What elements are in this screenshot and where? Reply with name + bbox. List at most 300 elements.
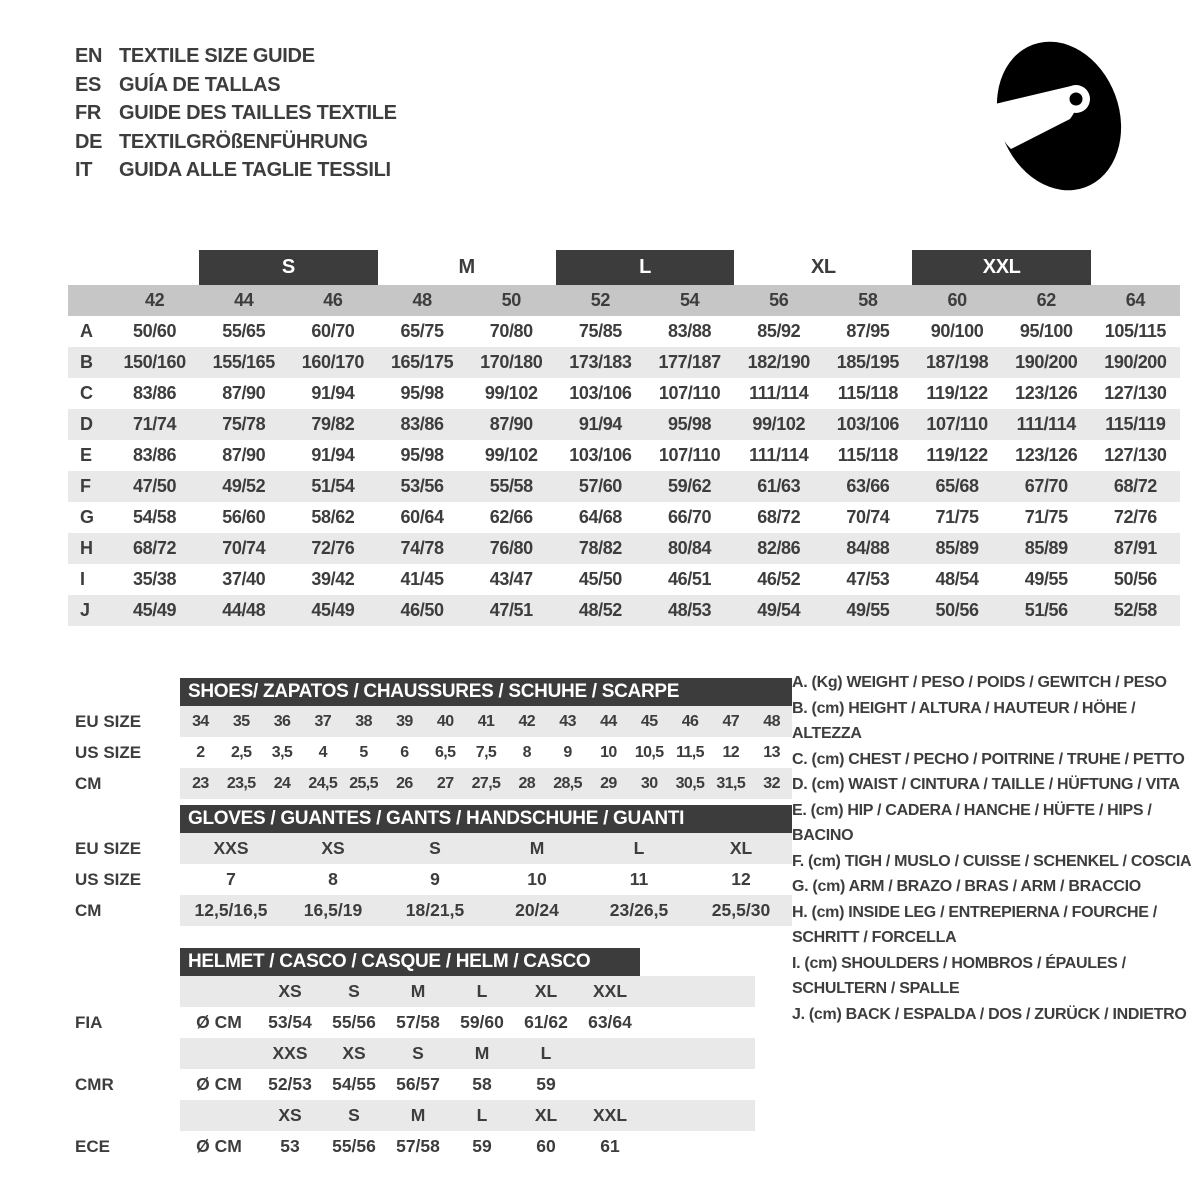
language-title: TEXTILE SIZE GUIDE bbox=[119, 45, 315, 67]
value-cell: 119/122 bbox=[926, 383, 988, 403]
row-label: EU SIZE bbox=[75, 712, 142, 731]
value-cell: 54/58 bbox=[133, 507, 177, 527]
column-header: 52 bbox=[590, 290, 611, 310]
helmet-value-row bbox=[180, 1007, 755, 1038]
value-cell: 70/74 bbox=[222, 538, 266, 558]
size-group-l: L bbox=[556, 250, 734, 285]
value-cell: 85/89 bbox=[935, 538, 979, 558]
value-cell: 83/88 bbox=[668, 321, 712, 341]
value-cell: 48/53 bbox=[668, 600, 712, 620]
value-cell: 59 bbox=[472, 1136, 492, 1156]
helmet-value-row bbox=[180, 1131, 755, 1162]
value-cell: 173/183 bbox=[569, 352, 632, 372]
value-cell: 45 bbox=[640, 712, 658, 730]
value-cell: 34 bbox=[192, 712, 209, 730]
helmet-body bbox=[180, 948, 755, 1162]
value-cell: 4 bbox=[318, 743, 327, 761]
value-cell: 35 bbox=[232, 712, 250, 730]
language-item bbox=[75, 42, 397, 71]
value-cell: 48 bbox=[763, 712, 780, 730]
legend-item: J. (cm) BACK / ESPALDA / DOS / ZURÜCK / INDIETRO bbox=[792, 1005, 1187, 1023]
value-cell: 8 bbox=[522, 743, 531, 761]
value-cell: 87/95 bbox=[846, 321, 890, 341]
size-group-xxl: XXL bbox=[912, 250, 1090, 285]
value-cell: 10,5 bbox=[634, 743, 664, 761]
value-cell: 111/114 bbox=[749, 445, 809, 465]
value-cell: 57/60 bbox=[578, 476, 622, 496]
value-cell: 55/56 bbox=[332, 1012, 376, 1032]
value-cell: 99/102 bbox=[752, 414, 806, 434]
apparel-table-body bbox=[68, 316, 1180, 626]
language-item bbox=[75, 99, 397, 128]
value-cell: 111/114 bbox=[1016, 414, 1076, 434]
language-list bbox=[75, 42, 397, 185]
value-cell: 107/110 bbox=[658, 445, 721, 465]
value-cell: XL bbox=[729, 838, 753, 858]
value-cell: 45/49 bbox=[133, 600, 177, 620]
value-cell: 2,5 bbox=[230, 743, 252, 761]
language-code: ES bbox=[75, 73, 102, 96]
row-label: US SIZE bbox=[75, 870, 142, 889]
value-cell: 37/40 bbox=[222, 569, 266, 589]
value-cell: 87/90 bbox=[489, 414, 533, 434]
shoes-table bbox=[75, 678, 792, 799]
value-cell: 160/170 bbox=[301, 352, 365, 372]
value-cell: 60/64 bbox=[400, 507, 444, 527]
language-title: GUIDE DES TAILLES TEXTILE bbox=[119, 102, 397, 124]
label-spacer bbox=[75, 976, 180, 1007]
language-item bbox=[75, 71, 397, 100]
column-header: 42 bbox=[144, 290, 165, 310]
column-header: 64 bbox=[1125, 290, 1146, 310]
column-header: 46 bbox=[323, 290, 343, 310]
apparel-row bbox=[68, 471, 1180, 502]
helmet-labels bbox=[75, 948, 180, 1162]
apparel-row bbox=[68, 378, 1180, 409]
value-cell: 105/115 bbox=[1104, 321, 1167, 341]
value-cell: 70/80 bbox=[489, 321, 533, 341]
row-letter: A bbox=[80, 321, 93, 341]
row-letter: G bbox=[80, 507, 94, 527]
value-cell: 46 bbox=[681, 712, 699, 730]
value-cell: 20/24 bbox=[515, 900, 559, 920]
value-cell: 123/126 bbox=[1015, 383, 1078, 403]
value-cell: 23 bbox=[192, 774, 209, 792]
size-cell: XL bbox=[534, 1105, 558, 1125]
value-cell: 95/98 bbox=[400, 383, 444, 403]
value-cell: 95/98 bbox=[400, 445, 444, 465]
value-cell: 91/94 bbox=[311, 383, 355, 403]
shoes-body bbox=[180, 678, 792, 799]
value-cell: 74/78 bbox=[400, 538, 444, 558]
value-cell: 39 bbox=[396, 712, 413, 730]
value-cell: 54/55 bbox=[332, 1074, 376, 1094]
unit-cell: Ø CM bbox=[196, 1012, 242, 1032]
helmet-value-row bbox=[180, 1069, 755, 1100]
column-header: 48 bbox=[412, 290, 432, 310]
apparel-row bbox=[68, 595, 1180, 626]
shoes-title: SHOES/ ZAPATOS / CHAUSSURES / SCHUHE / SCARPE bbox=[180, 678, 792, 706]
value-cell: 87/91 bbox=[1113, 538, 1157, 558]
value-cell: 24 bbox=[273, 774, 291, 792]
size-group-row bbox=[68, 250, 1180, 285]
value-cell: 61 bbox=[600, 1136, 620, 1156]
value-cell: 59/60 bbox=[460, 1012, 504, 1032]
value-cell: 26 bbox=[396, 774, 413, 792]
size-cell: XS bbox=[278, 981, 302, 1001]
value-cell: 107/110 bbox=[658, 383, 721, 403]
value-cell: 185/195 bbox=[836, 352, 900, 372]
value-cell: 57/58 bbox=[396, 1012, 440, 1032]
apparel-row bbox=[68, 409, 1180, 440]
legend-item: A. (Kg) WEIGHT / PESO / POIDS / GEWITCH / PESO bbox=[792, 674, 1167, 691]
size-cell: S bbox=[348, 981, 360, 1001]
column-header: 54 bbox=[679, 290, 700, 310]
value-cell: 13 bbox=[763, 743, 780, 761]
value-cell: 66/70 bbox=[668, 507, 712, 527]
value-cell: 83/86 bbox=[400, 414, 444, 434]
language-code: IT bbox=[75, 159, 93, 181]
value-cell: 48/52 bbox=[578, 600, 622, 620]
value-cell: 27 bbox=[436, 774, 454, 792]
value-cell: 170/180 bbox=[480, 352, 543, 372]
language-item bbox=[75, 156, 397, 185]
value-cell: 72/76 bbox=[1113, 507, 1157, 527]
value-cell: 75/85 bbox=[578, 321, 622, 341]
size-cell: S bbox=[412, 1043, 424, 1063]
legend-item: H. (cm) INSIDE LEG / ENTREPIERNA / FOURCHE / SCHRITT / FORCELLA bbox=[792, 903, 1157, 946]
value-cell: 115/118 bbox=[837, 445, 899, 465]
value-cell: 71/75 bbox=[935, 507, 979, 527]
value-cell: 50/56 bbox=[1113, 569, 1157, 589]
legend-item: D. (cm) WAIST / CINTURA / TAILLE / HÜFTUNG / VITA bbox=[792, 776, 1180, 793]
apparel-size-table bbox=[68, 250, 1180, 626]
size-cell: XL bbox=[534, 981, 558, 1001]
value-cell: 68/72 bbox=[133, 538, 177, 558]
row-label: CM bbox=[75, 774, 102, 793]
value-cell: 39/42 bbox=[311, 569, 355, 589]
value-cell: 35/38 bbox=[133, 569, 177, 589]
size-cell: XS bbox=[278, 1105, 302, 1125]
value-cell: L bbox=[633, 838, 645, 858]
column-header: 56 bbox=[769, 290, 789, 310]
helmet-size-row bbox=[180, 976, 755, 1007]
value-cell: 187/198 bbox=[925, 352, 989, 372]
value-cell: 41/45 bbox=[400, 569, 444, 589]
value-cell: 9 bbox=[430, 869, 440, 889]
value-cell: 12 bbox=[731, 869, 751, 889]
value-cell: 11 bbox=[629, 869, 649, 889]
value-cell: 115/119 bbox=[1105, 414, 1166, 434]
value-cell: 7,5 bbox=[475, 743, 497, 761]
value-cell: 63/64 bbox=[588, 1012, 632, 1032]
value-cell: 45/50 bbox=[578, 569, 622, 589]
value-cell: 50/60 bbox=[133, 321, 177, 341]
value-cell: 23,5 bbox=[226, 774, 256, 792]
value-cell: 99/102 bbox=[484, 383, 538, 403]
value-cell: 190/200 bbox=[1015, 352, 1078, 372]
apparel-row bbox=[68, 347, 1180, 378]
value-cell: 70/74 bbox=[846, 507, 890, 527]
value-cell: 6 bbox=[400, 743, 409, 761]
value-cell: 76/80 bbox=[489, 538, 533, 558]
value-cell: 75/78 bbox=[222, 414, 266, 434]
table-row bbox=[180, 833, 792, 864]
row-label: CMR bbox=[75, 1075, 114, 1094]
column-header: 60 bbox=[947, 290, 967, 310]
value-cell: 9 bbox=[563, 743, 572, 761]
legend-item: E. (cm) HIP / CADERA / HANCHE / HÜFTE / HIPS / BACINO bbox=[792, 801, 1152, 844]
value-cell: 12,5/16,5 bbox=[194, 900, 268, 920]
value-cell: 99/102 bbox=[484, 445, 538, 465]
value-cell: 103/106 bbox=[836, 414, 900, 434]
table-row bbox=[180, 737, 792, 768]
value-cell: 49/52 bbox=[222, 476, 266, 496]
apparel-row bbox=[68, 502, 1180, 533]
language-code: FR bbox=[75, 102, 102, 124]
size-cell: M bbox=[474, 1043, 490, 1063]
label-spacer bbox=[75, 948, 180, 976]
value-cell: 23/26,5 bbox=[609, 900, 669, 920]
value-cell: 84/88 bbox=[846, 538, 890, 558]
measurement-legend bbox=[792, 670, 1192, 1027]
value-cell: 18/21,5 bbox=[405, 900, 465, 920]
value-cell: 82/86 bbox=[757, 538, 801, 558]
value-cell: 155/165 bbox=[212, 352, 275, 372]
row-letter: I bbox=[80, 569, 85, 589]
language-title: GUIDA ALLE TAGLIE TESSILI bbox=[119, 159, 391, 181]
unit-cell: Ø CM bbox=[196, 1074, 242, 1094]
value-cell: XXS bbox=[213, 838, 249, 858]
value-cell: 103/106 bbox=[569, 445, 632, 465]
value-cell: 53/56 bbox=[400, 476, 444, 496]
visor-pivot-inner bbox=[1070, 93, 1083, 106]
value-cell: 90/100 bbox=[930, 321, 984, 341]
row-letter: H bbox=[80, 538, 93, 558]
value-cell: 52/58 bbox=[1113, 600, 1157, 620]
value-cell: 46/51 bbox=[668, 569, 712, 589]
value-cell: 150/160 bbox=[123, 352, 186, 372]
column-header: 50 bbox=[501, 290, 521, 310]
value-cell: 60/70 bbox=[311, 321, 355, 341]
column-header-row bbox=[68, 285, 1180, 316]
table-row bbox=[180, 864, 792, 895]
value-cell: 58/62 bbox=[311, 507, 355, 527]
value-cell: XS bbox=[321, 838, 345, 858]
row-label: ECE bbox=[75, 1137, 110, 1156]
helmet-size-row bbox=[180, 1038, 755, 1069]
value-cell: 165/175 bbox=[390, 352, 454, 372]
table-row bbox=[180, 768, 792, 799]
language-title: GUÍA DE TALLAS bbox=[119, 73, 281, 96]
size-cell: S bbox=[348, 1105, 360, 1125]
size-cell: M bbox=[410, 1105, 426, 1125]
value-cell: 30,5 bbox=[675, 774, 705, 792]
value-cell: 5 bbox=[359, 743, 368, 761]
value-cell: 127/130 bbox=[1104, 383, 1167, 403]
value-cell: 25,5 bbox=[349, 774, 378, 792]
label-spacer bbox=[75, 1038, 180, 1069]
value-cell: 55/58 bbox=[489, 476, 533, 496]
size-cell: L bbox=[476, 981, 488, 1001]
label-spacer bbox=[75, 678, 180, 706]
row-letter: J bbox=[80, 600, 90, 620]
value-cell: 71/75 bbox=[1024, 507, 1068, 527]
row-label: EU SIZE bbox=[75, 839, 142, 858]
value-cell: 115/118 bbox=[837, 383, 899, 403]
row-label: US SIZE bbox=[75, 743, 142, 762]
helmet-size-row bbox=[180, 1100, 755, 1131]
size-cell: XS bbox=[342, 1043, 366, 1063]
value-cell: 47 bbox=[722, 712, 740, 730]
value-cell: 127/130 bbox=[1104, 445, 1167, 465]
table-row bbox=[180, 895, 792, 926]
value-cell: 119/122 bbox=[926, 445, 988, 465]
value-cell: 68/72 bbox=[1113, 476, 1157, 496]
apparel-row bbox=[68, 440, 1180, 471]
value-cell: M bbox=[529, 838, 545, 858]
row-label: CM bbox=[75, 901, 102, 920]
value-cell: 55/56 bbox=[332, 1136, 376, 1156]
value-cell: 65/68 bbox=[935, 476, 979, 496]
value-cell: 16,5/19 bbox=[303, 900, 363, 920]
size-cell: XXL bbox=[592, 1105, 628, 1125]
value-cell: 91/94 bbox=[578, 414, 622, 434]
helmet-table bbox=[75, 948, 755, 1162]
value-cell: 53 bbox=[280, 1136, 300, 1156]
value-cell: 95/100 bbox=[1019, 321, 1073, 341]
row-letter: C bbox=[80, 383, 93, 403]
column-header: 44 bbox=[234, 290, 254, 310]
value-cell: 32 bbox=[763, 774, 780, 792]
value-cell: 59/62 bbox=[668, 476, 712, 496]
value-cell: 8 bbox=[328, 869, 338, 889]
legend-item: I. (cm) SHOULDERS / HOMBROS / ÉPAULES / SCHULTERN / SPALLE bbox=[792, 954, 1126, 997]
value-cell: 190/200 bbox=[1104, 352, 1167, 372]
label-spacer bbox=[75, 805, 180, 833]
value-cell: 85/92 bbox=[757, 321, 801, 341]
value-cell: 43/47 bbox=[489, 569, 533, 589]
value-cell: 38 bbox=[355, 712, 372, 730]
language-title: TEXTILGRÖßENFÜHRUNG bbox=[119, 130, 368, 153]
apparel-row bbox=[68, 564, 1180, 595]
value-cell: 65/75 bbox=[400, 321, 444, 341]
value-cell: 42 bbox=[518, 712, 536, 730]
apparel-row bbox=[68, 316, 1180, 347]
value-cell: 47/51 bbox=[489, 600, 533, 620]
shoes-labels bbox=[75, 678, 180, 799]
value-cell: 56/57 bbox=[396, 1074, 440, 1094]
helmet-title: HELMET / CASCO / CASQUE / HELM / CASCO bbox=[180, 948, 640, 976]
value-cell: 3,5 bbox=[271, 743, 293, 761]
value-cell: 12 bbox=[722, 743, 740, 761]
legend-item: F. (cm) TIGH / MUSLO / CUISSE / SCHENKEL / COSCIA bbox=[792, 852, 1192, 870]
value-cell: 95/98 bbox=[668, 414, 712, 434]
value-cell: 57/58 bbox=[396, 1136, 440, 1156]
value-cell: 85/89 bbox=[1024, 538, 1068, 558]
legend-item: B. (cm) HEIGHT / ALTURA / HAUTEUR / HÖHE / ALTEZZA bbox=[792, 699, 1136, 742]
value-cell: 64/68 bbox=[578, 507, 622, 527]
size-cell: XXS bbox=[272, 1043, 308, 1063]
value-cell: 36 bbox=[273, 712, 291, 730]
value-cell: 28 bbox=[518, 774, 536, 792]
value-cell: 27,5 bbox=[471, 774, 501, 792]
value-cell: 177/187 bbox=[658, 352, 721, 372]
gloves-title: GLOVES / GUANTES / GANTS / HANDSCHUHE / GUANTI bbox=[180, 805, 792, 833]
value-cell: 45/49 bbox=[311, 600, 355, 620]
value-cell: 44/48 bbox=[222, 600, 266, 620]
value-cell: 28,5 bbox=[553, 774, 582, 792]
value-cell: 61/63 bbox=[757, 476, 801, 496]
column-header: 58 bbox=[858, 290, 878, 310]
value-cell: 111/114 bbox=[749, 383, 809, 403]
value-cell: 46/52 bbox=[757, 569, 801, 589]
value-cell: 103/106 bbox=[569, 383, 632, 403]
value-cell: 41 bbox=[477, 712, 495, 730]
language-code: DE bbox=[75, 130, 103, 153]
value-cell: S bbox=[429, 838, 441, 858]
value-cell: 80/84 bbox=[668, 538, 712, 558]
value-cell: 31,5 bbox=[716, 774, 746, 792]
value-cell: 47/53 bbox=[846, 569, 890, 589]
value-cell: 79/82 bbox=[311, 414, 355, 434]
gloves-labels bbox=[75, 805, 180, 926]
value-cell: 40 bbox=[436, 712, 454, 730]
value-cell: 6,5 bbox=[434, 743, 456, 761]
value-cell: 67/70 bbox=[1024, 476, 1068, 496]
value-cell: 49/55 bbox=[1024, 569, 1068, 589]
size-cell: L bbox=[540, 1043, 552, 1063]
value-cell: 68/72 bbox=[757, 507, 801, 527]
value-cell: 55/65 bbox=[222, 321, 266, 341]
value-cell: 72/76 bbox=[311, 538, 355, 558]
size-group-m: M bbox=[458, 256, 475, 278]
size-group-xl: XL bbox=[810, 256, 836, 278]
gloves-body bbox=[180, 805, 792, 926]
unit-cell: Ø CM bbox=[196, 1136, 242, 1156]
value-cell: 87/90 bbox=[222, 383, 266, 403]
value-cell: 37 bbox=[314, 712, 332, 730]
value-cell: 2 bbox=[196, 743, 205, 761]
value-cell: 53/54 bbox=[268, 1012, 312, 1032]
size-cell: M bbox=[410, 981, 426, 1001]
value-cell: 7 bbox=[226, 869, 236, 889]
racing-helmet-icon bbox=[975, 30, 1135, 200]
legend-item: G. (cm) ARM / BRAZO / BRAS / ARM / BRACCIO bbox=[792, 878, 1141, 895]
value-cell: 56/60 bbox=[222, 507, 266, 527]
value-cell: 49/55 bbox=[846, 600, 890, 620]
value-cell: 63/66 bbox=[846, 476, 890, 496]
value-cell: 59 bbox=[536, 1074, 556, 1094]
value-cell: 107/110 bbox=[926, 414, 988, 434]
column-header: 62 bbox=[1036, 290, 1056, 310]
size-cell: XXL bbox=[592, 981, 628, 1001]
value-cell: 51/54 bbox=[311, 476, 355, 496]
value-cell: 25,5/30 bbox=[711, 900, 771, 920]
value-cell: 29 bbox=[600, 774, 617, 792]
row-letter: E bbox=[80, 445, 92, 465]
value-cell: 83/86 bbox=[133, 383, 177, 403]
value-cell: 182/190 bbox=[747, 352, 810, 372]
value-cell: 87/90 bbox=[222, 445, 266, 465]
table-row bbox=[180, 706, 792, 737]
value-cell: 30 bbox=[640, 774, 658, 792]
value-cell: 44 bbox=[600, 712, 617, 730]
gloves-table bbox=[75, 805, 792, 926]
value-cell: 91/94 bbox=[311, 445, 355, 465]
value-cell: 47/50 bbox=[133, 476, 177, 496]
value-cell: 46/50 bbox=[400, 600, 444, 620]
